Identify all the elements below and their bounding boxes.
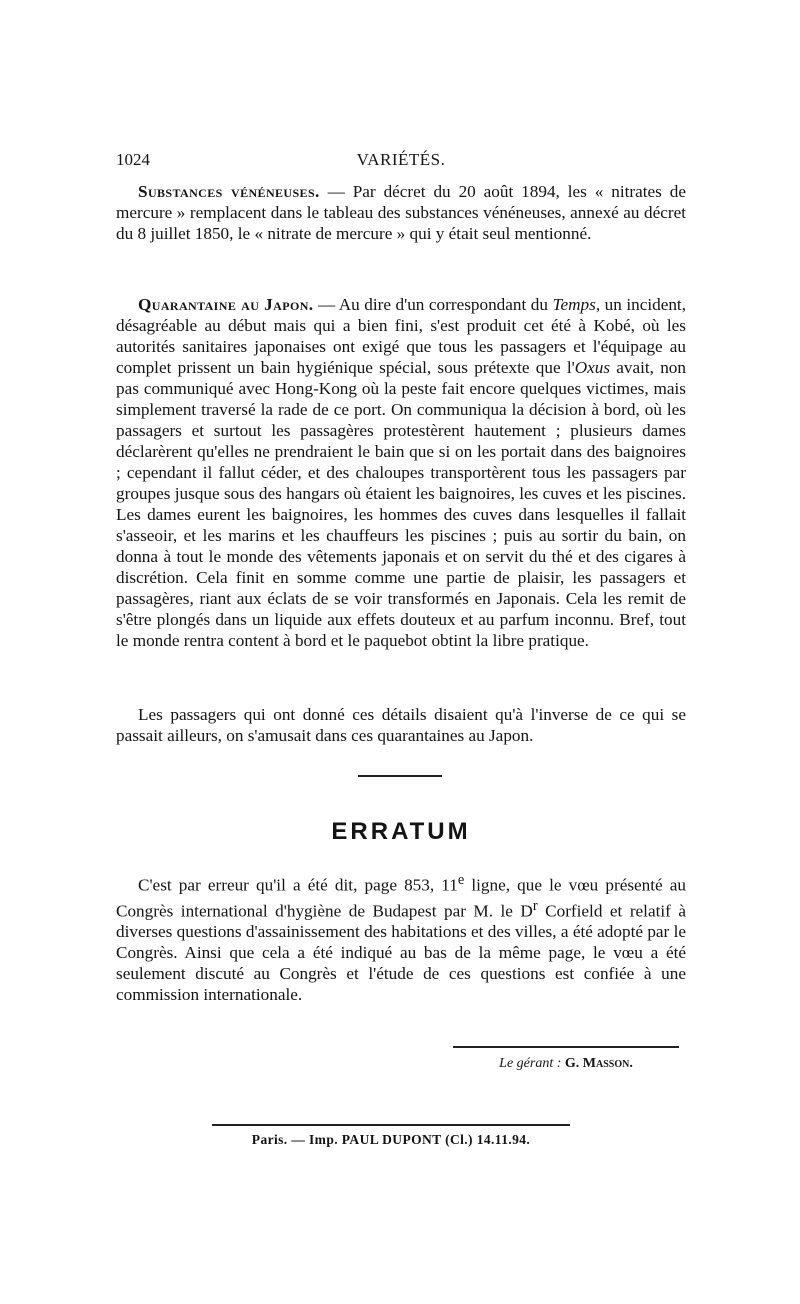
erratum-text-2: ligne, que le vœu présenté au Congrès international d'hygiène de Budapest par M. le D [116, 875, 686, 921]
erratum-title: ERRATUM [331, 818, 471, 845]
substances-text: — Par décret du 20 août 1894, les « nitrates de mercure » remplacent dans le tableau des substances vénéneuses, annexé au décret du 8 juillet 1850, le « nitrate de mercure » qui y était seul mentionné. [116, 182, 686, 243]
quarantaine-text-3: avait, non pas communiqué avec Hong-Kong où la peste fait encore quelques victimes, mais simplement traversé la rade de ce port. On communiqua la décision à bord, où les passagers et surtout les passagères protestèrent hautement ; plusieurs dames déclarèrent qu'elles ne prendraient le bain que si on les portait dans des baignoires ; cependant il fallut céder, et des chaloupes transportèrent tous les passagers par groupes jusque sous des hangars où étaient les baignoires, les cuves et les piscines. Les dames eurent les baignoires, les hommes des cuves dans lesquelles il fallait s'asseoir, et les marins et les chauffeurs les piscines ; puis au sortir du bain, on donna à tout le monde des vêtements japonais et on servit du thé et des cigares à discrétion. Cela finit en somme comme une partie de plaisir, les passagers et passagères, riant aux éclats de se voir transformés en Japonais. Cela les remit de s'être plongés dans un liquide aux effets douteux et au parfum inconnu. Bref, tout le monde rentra content à bord et le paquebot obtint la libre pratique. [116, 358, 686, 650]
temps-title: Temps [552, 295, 596, 314]
quarantaine-text-1: — Au dire d'un correspondant du [313, 295, 553, 314]
section-divider [358, 775, 442, 777]
quarantaine-paragraph [116, 294, 686, 651]
ordinal-superscript: e [457, 872, 465, 888]
substances-paragraph [116, 181, 686, 244]
quarantaine-heading: Quarantaine au Japon. [138, 295, 314, 314]
signature-label: Le gérant : [499, 1056, 562, 1071]
erratum-paragraph [116, 870, 686, 1005]
page-number: 1024 [116, 150, 150, 169]
substances-heading: Substances vénéneuses. [138, 182, 320, 201]
oxus-ship-name: Oxus [574, 358, 611, 377]
running-title: VARIÉTÉS. [356, 150, 446, 169]
imprint-rule [212, 1124, 570, 1126]
page-header [116, 150, 686, 174]
signature [453, 1056, 679, 1072]
quarantaine-paragraph-2: Les passagers qui ont donné ces détails disaient qu'à l'inverse de ce qui se passait ailleurs, on s'amusait dans ces quarantaines au Japon. [116, 705, 686, 745]
quarantaine-text-2: , un incident, désagréable au début mais qui a bien fini, s'est produit cet été à Kobé, où les autorités sanitaires japonaises ont exigé que tous les passagers et l'équipage au complet prissent un bain hygiénique spécial, sous prétexte que l' [116, 295, 686, 377]
signature-rule [453, 1046, 679, 1048]
printer-imprint: Paris. — Imp. PAUL DUPONT (Cl.) 14.11.94. [251, 1132, 531, 1147]
doctor-superscript: r [532, 897, 538, 914]
erratum-text-3: Corfield et relatif à diverses questions d'assainissement des habitations et des villes, a été adopté par le Congrès. Ainsi que cela a été indiqué au bas de la même page, le vœu a été seulement discuté au Congrès et l'étude de ces questions est confiée à une commission internationale. [116, 901, 686, 1005]
erratum-text-1: C'est par erreur qu'il a été dit, page 853, 11 [138, 875, 458, 895]
signature-name: G. Masson. [564, 1056, 633, 1071]
